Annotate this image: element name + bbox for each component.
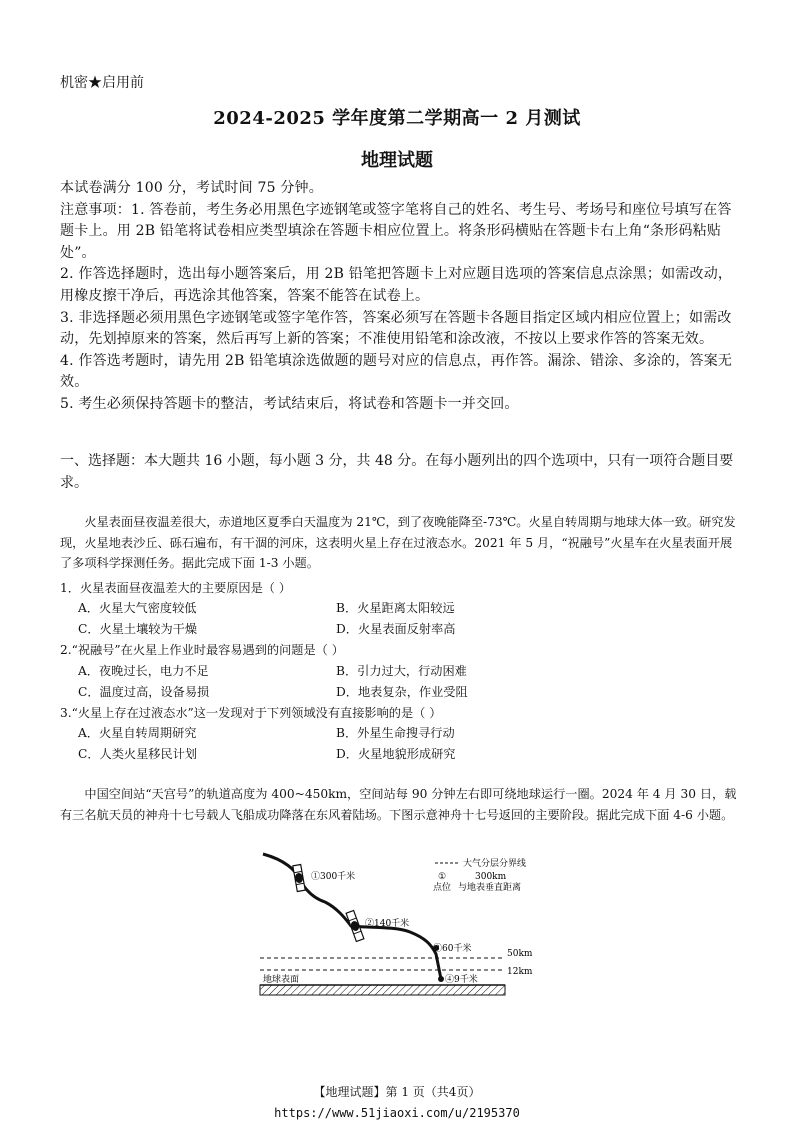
- notice-block: [60, 178, 740, 416]
- question-2-option-c: C．温度过高，设备易损: [78, 685, 210, 699]
- question-3-option-a: A．火星自转周期研究: [78, 726, 197, 740]
- passage-spacecraft: [60, 784, 740, 825]
- question-2-option-a: A．夜晚过长，电力不足: [78, 664, 209, 678]
- legend-value: 300km: [475, 872, 507, 882]
- question-1-option-a: A．火星大气密度较低: [78, 601, 197, 615]
- legend-value-desc: 与地表垂直距离: [458, 883, 522, 893]
- point-1-label: ①300千米: [311, 872, 356, 882]
- page-footer: 【地理试题】第 1 页（共4页）: [313, 1085, 481, 1099]
- notice-item-2: 2. 作答选择题时，选出每小题答案后，用 2B 铅笔把答题卡上对应题目选项的答案信息点涂黑；如需改动，用橡皮擦干净后，再选涂其他答案，答案不能答在试卷上。: [60, 266, 733, 304]
- question-2-stem: 2.“祝融号”在火星上作业时最容易遇到的问题是（ ）: [60, 643, 344, 657]
- notice-item-5: 5. 考生必须保持答题卡的整洁，考试结束后，将试卷和答题卡一并交回。: [60, 395, 519, 412]
- boundary-12km-label: 12km: [507, 967, 533, 977]
- confidential-mark: 机密★启用前: [60, 75, 144, 91]
- notice-intro: 本试卷满分 100 分，考试时间 75 分钟。: [60, 180, 323, 196]
- question-3-option-d: D．火星地貌形成研究: [336, 747, 456, 761]
- section-1-heading: 一、选择题：本大题共 16 小题，每小题 3 分，共 48 分。在每小题列出的四个选项中，只有一项符合题目要求。: [60, 453, 734, 491]
- source-url[interactable]: https://www.51jiaoxi.com/u/2195370: [274, 1106, 520, 1120]
- notice-item-3: 3. 非选择题必须用黑色字迹钢笔或签字笔作答，答案必须写在答题卡各题目指定区域内相应位置上；如需改动，先划掉原来的答案，然后再写上新的答案；不准使用铅笔和涂改液，不按以上要求作答的答案无效。: [60, 309, 732, 348]
- question-3-option-b: B．外星生命搜寻行动: [336, 726, 455, 740]
- question-1-stem: 1．火星表面昼夜温差大的主要原因是（ ）: [60, 581, 292, 595]
- exam-subtitle: 地理试题: [361, 150, 433, 171]
- point-4-label: ④9千米: [445, 975, 478, 985]
- earth-surface-label: 地球表面: [263, 975, 300, 985]
- passage-2-text: 中国空间站“天宫号”的轨道高度为 400~450km，空间站每 90 分钟左右即可绕地球运行一圈。2024 年 4 月 30 日，载有三名航天员的神舟十七号载人飞船成功降落在东风着陆场。下图示意神舟十七号返回的主要阶段。据此完成下面 4-6 小题。: [60, 787, 737, 822]
- legend-point-symbol: ①: [438, 872, 447, 882]
- notice-item-4: 4. 作答选考题时，请先用 2B 铅笔填涂选做题的题号对应的信息点，再作答。漏涂、错涂、多涂的，答案无效。: [60, 352, 733, 391]
- earth-surface-band: [260, 985, 505, 995]
- boundary-50km-label: 50km: [507, 949, 533, 959]
- question-2-option-d: D．地表复杂，作业受阻: [336, 685, 468, 699]
- question-2-option-b: B．引力过大，行动困难: [336, 664, 467, 678]
- point-2-label: ②140千米: [365, 919, 410, 929]
- legend-line-label: 大气分层分界线: [463, 859, 527, 869]
- question-1-option-b: B．火星距离太阳较远: [336, 601, 455, 615]
- question-3-stem: 3.“火星上存在过液态水”这一发现对于下列领域没有直接影响的是（ ）: [60, 706, 442, 720]
- question-1-option-c: C．火星土壤较为干燥: [78, 622, 198, 636]
- legend-point-label: 点位: [433, 883, 452, 893]
- return-path-diagram: [255, 846, 533, 1000]
- spacecraft-icon: [293, 865, 305, 892]
- notice-item-1: 注意事项：1. 答卷前，考生务必用黑色字迹钢笔或签字笔将自己的姓名、考生号、考场号和座位号填写在答题卡上。用 2B 铅笔将试卷相应类型填涂在答题卡相应位置上。将条形码横贴在答题卡右上角“条形码粘贴处”。: [60, 201, 732, 261]
- exam-title: 2024-2025 学年度第二学期高一 2 月测试: [213, 108, 581, 129]
- question-3-option-c: C．人类火星移民计划: [78, 747, 198, 761]
- point-4-marker: [438, 976, 444, 982]
- passage-mars: [60, 512, 740, 574]
- passage-1-text: 火星表面昼夜温差很大，赤道地区夏季白天温度为 21℃，到了夜晚能降至-73℃。火星自转周期与地球大体一致。研究发现，火星地表沙丘、砾石遍布，有干涸的河床，这表明火星上存在过液态水。2021 年 5 月，“祝融号”火星车在火星表面开展了多项科学探测任务。据此完成下面 1-3 小题。: [60, 515, 736, 571]
- question-1-option-d: D．火星表面反射率高: [336, 622, 456, 636]
- section-heading: [60, 450, 740, 494]
- point-3-label: ③60千米: [433, 944, 472, 954]
